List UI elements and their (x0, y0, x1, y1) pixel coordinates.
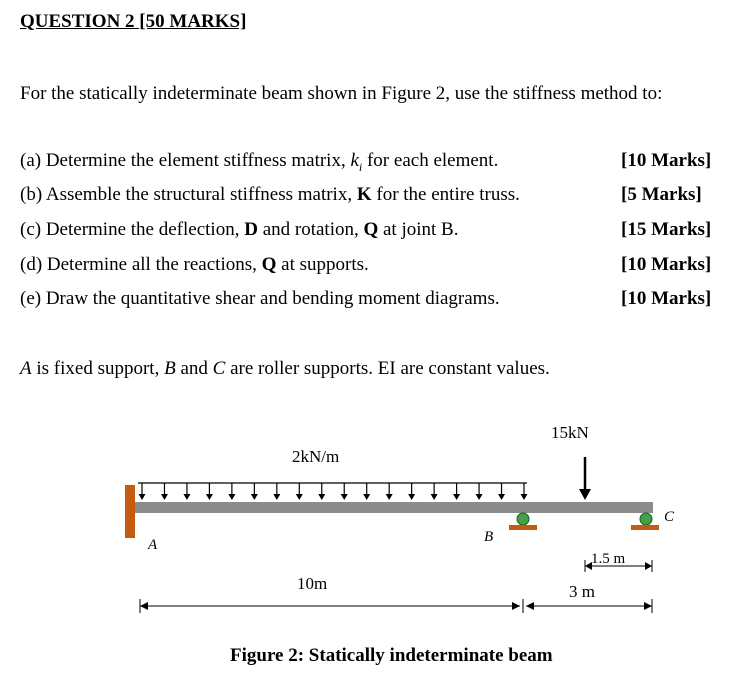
part-c: (c) Determine the deflection, D and rotation, Q at joint B. (20, 219, 459, 240)
udl-arrow-head (139, 494, 146, 500)
udl-arrow-head (363, 494, 370, 500)
beam (135, 502, 653, 513)
udl-arrow-head (386, 494, 393, 500)
marks-b: [5 Marks] (621, 184, 702, 205)
marks-d: [10 Marks] (621, 254, 712, 275)
dim-ab-label: 10m (297, 574, 328, 593)
marks-a: [10 Marks] (621, 150, 712, 171)
point-load-arrowhead (579, 489, 591, 500)
udl-arrow-head (318, 494, 325, 500)
udl-arrow-head (476, 494, 483, 500)
label-b: B (484, 529, 494, 545)
label-a: A (148, 537, 158, 553)
part-b: (b) Assemble the structural stiffness matrix, K for the entire truss. (20, 184, 520, 205)
udl-arrow-head (296, 494, 303, 500)
udl-arrow-head (228, 494, 235, 500)
udl-arrow-head (161, 494, 168, 500)
udl-arrow-head (498, 494, 505, 500)
fixed-support-a (125, 485, 135, 538)
udl-arrow-head (206, 494, 213, 500)
udl-arrow-head (183, 494, 190, 500)
dim-ab-arrow-left (140, 602, 148, 610)
intro-text: For the statically indeterminate beam shown in Figure 2, use the stiffness method to: (20, 83, 663, 104)
part-e: (e) Draw the quantitative shear and bending moment diagrams. (20, 288, 500, 309)
udl-arrow-head (521, 494, 528, 500)
question-heading: QUESTION 2 [50 MARKS] (20, 11, 247, 32)
udl-arrow-head (431, 494, 438, 500)
udl-arrows (139, 483, 528, 500)
label-c: C (664, 509, 675, 525)
part-d: (d) Determine all the reactions, Q at supports. (20, 254, 369, 275)
marks-e: [10 Marks] (621, 288, 712, 309)
figure-caption: Figure 2: Statically indeterminate beam (230, 645, 553, 666)
udl-arrow-head (453, 494, 460, 500)
dim-load-label: 1.5 m (591, 551, 626, 567)
udl-label: 2kN/m (292, 447, 340, 466)
udl-arrow-head (251, 494, 258, 500)
roller-support-c (640, 513, 652, 525)
roller-base-c (631, 525, 659, 530)
dim-ab-arrow-right (512, 602, 520, 610)
point-load-label: 15kN (551, 423, 589, 442)
marks-c: [15 Marks] (621, 219, 712, 240)
roller-support-b (517, 513, 529, 525)
dim-bc-arrow-right (644, 602, 652, 610)
support-note: A is fixed support, B and C are roller supports. EI are constant values. (20, 358, 550, 379)
udl-arrow-head (408, 494, 415, 500)
part-a: (a) Determine the element stiffness matrix, $k_i$ for each element. (20, 150, 499, 174)
dim-load-arrow-right (645, 562, 652, 570)
udl-arrow-head (341, 494, 348, 500)
dim-bc-label: 3 m (569, 582, 595, 601)
roller-base-b (509, 525, 537, 530)
dim-bc-arrow-left (526, 602, 534, 610)
udl-arrow-head (273, 494, 280, 500)
